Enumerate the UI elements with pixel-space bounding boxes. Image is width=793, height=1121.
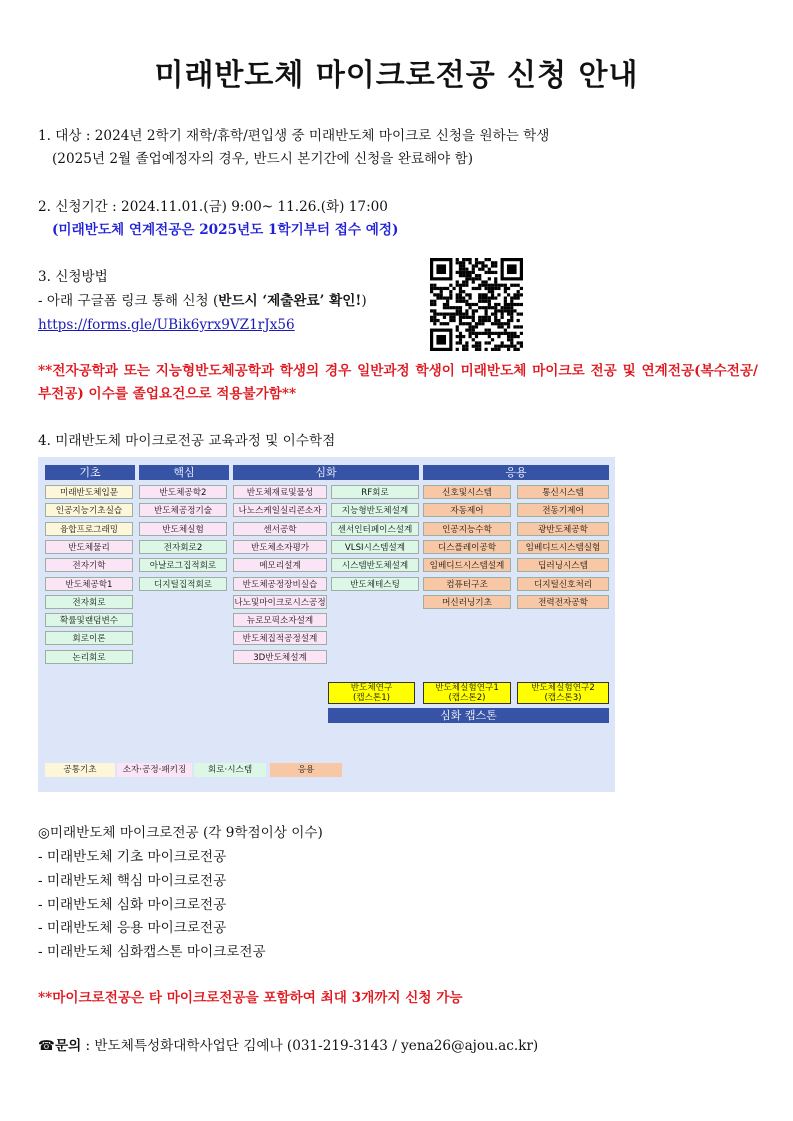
course-cell: 전력전자공학 (517, 595, 609, 609)
header-basic: 기초 (45, 465, 135, 480)
method-heading: 3. 신청방법 (38, 269, 108, 285)
header-core: 핵심 (139, 465, 229, 480)
header-application: 응용 (423, 465, 609, 480)
course-cell: 반도체재료및물성 (233, 485, 327, 499)
target-note: (2025년 2월 졸업예정자의 경우, 반드시 본기간에 신청을 완료해야 함) (52, 151, 474, 167)
method-suffix: ) (361, 293, 367, 309)
target-line: 1. 대상 : 2024년 2학기 재학/휴학/편입생 중 미래반도체 마이크로 신청을 원하는 학생 (38, 128, 550, 144)
course-cell: 디스플레이공학 (423, 540, 511, 554)
contact-line (38, 1034, 538, 1054)
course-cell: 자동제어 (423, 503, 511, 517)
course-cell: 반도체공학2 (139, 485, 227, 499)
qr-code-icon (430, 258, 523, 351)
legend-device-process: 소자·공정·패키징 (117, 763, 192, 777)
course-cell: 전자회로 (45, 595, 133, 609)
course-cell: 센서공학 (233, 522, 327, 536)
warning-note: **전자공학과 또는 지능형반도체공학과 학생의 경우 일반과정 학생이 미래반도체 마이크로 전공 및 연계전공(복수전공/부전공) 이수를 졸업요건으로 적용불가함** (38, 363, 758, 402)
course-cell: 디지털집적회로 (139, 577, 227, 591)
course-cell: 신호및시스템 (423, 485, 511, 499)
requirement-item: - 미래반도체 심화 마이크로전공 (38, 897, 227, 913)
course-cell: 시스템반도체설계 (331, 558, 419, 572)
course-cell: 광반도체공학 (517, 522, 609, 536)
course-cell: 반도체집적공정설계 (233, 631, 327, 645)
course-cell: 메모리설계 (233, 558, 327, 572)
course-cell: 인공지능수학 (423, 522, 511, 536)
method-bold: 반드시 ‘제출완료’ 확인! (218, 293, 362, 309)
contact-label: 문의 (54, 1038, 82, 1054)
course-cell: 3D반도체설계 (233, 650, 327, 664)
course-cell: RF회로 (331, 485, 419, 499)
google-form-link[interactable]: https://forms.gle/UBik6yrx9VZ1rJx56 (38, 317, 295, 333)
course-cell: 반도체소자평가 (233, 540, 327, 554)
requirement-item: - 미래반도체 핵심 마이크로전공 (38, 873, 227, 889)
course-cell: 반도체공학1 (45, 577, 133, 591)
capstone-bar: 심화 캡스톤 (328, 708, 609, 723)
course-cell: 전동기제어 (517, 503, 609, 517)
capstone-2: 반도체실험연구1 (캡스톤2) (423, 682, 511, 704)
course-cell: 머신러닝기초 (423, 595, 511, 609)
legend-circuit-system: 회로·시스템 (194, 763, 266, 777)
legend-common-basic: 공통기초 (45, 763, 115, 777)
page-title: 미래반도체 마이크로전공 신청 안내 (154, 58, 639, 93)
period-line: 2. 신청기간 : 2024.11.01.(금) 9:00~ 11.26.(화) 17:00 (38, 199, 388, 215)
course-cell: 컴퓨터구조 (423, 577, 511, 591)
method-line (38, 292, 367, 310)
course-cell: 나노스케일실리콘소자 (233, 503, 327, 517)
course-cell: 미래반도체입문 (45, 485, 133, 499)
course-cell: 디지털신호처리 (517, 577, 609, 591)
course-cell: 나노및마이크로시스공정 (233, 595, 327, 609)
course-cell: 임베디드시스템설계 (423, 558, 511, 572)
course-cell: 논리회로 (45, 650, 133, 664)
limit-note: **마이크로전공은 타 마이크로전공을 포함하여 최대 3개까지 신청 가능 (38, 990, 463, 1006)
course-cell: 전자회로2 (139, 540, 227, 554)
method-prefix: - 아래 구글폼 링크 통해 신청 ( (38, 293, 219, 309)
requirement-item: - 미래반도체 응용 마이크로전공 (38, 920, 227, 936)
course-cell: 딥러닝시스템 (517, 558, 609, 572)
course-cell: 인공지능기초실습 (45, 503, 133, 517)
requirement-item: - 미래반도체 기초 마이크로전공 (38, 849, 227, 865)
requirement-item: - 미래반도체 심화캡스톤 마이크로전공 (38, 944, 266, 960)
course-cell: 센서인터페이스설계 (331, 522, 419, 536)
capstone-1: 반도체연구 (캡스톤1) (328, 682, 415, 704)
curriculum-table (38, 457, 615, 792)
requirements-heading: ◎미래반도체 마이크로전공 (각 9학점이상 이수) (38, 825, 323, 841)
course-cell: 전자기학 (45, 558, 133, 572)
contact-text: : 반도체특성화대학사업단 김예나 (031-219-3143 / yena26@ajou.ac.kr) (81, 1038, 539, 1054)
course-cell: 통신시스템 (517, 485, 609, 499)
course-cell: 회로이론 (45, 631, 133, 645)
header-advanced: 심화 (233, 465, 419, 480)
course-cell: 반도체공정장비실습 (233, 577, 327, 591)
capstone-3: 반도체실험연구2 (캡스톤3) (517, 682, 609, 704)
course-cell: 융합프로그래밍 (45, 522, 133, 536)
course-cell: 아날로그집적회로 (139, 558, 227, 572)
course-cell: 반도체물리 (45, 540, 133, 554)
course-cell: 임베디드시스템실험 (517, 540, 609, 554)
course-cell: 반도체실험 (139, 522, 227, 536)
course-cell: 뉴로모픽소자설계 (233, 613, 327, 627)
course-cell: 지능형반도체설계 (331, 503, 419, 517)
course-cell: 확률및랜덤변수 (45, 613, 133, 627)
course-cell: 반도체공정기술 (139, 503, 227, 517)
legend-application: 응용 (270, 763, 342, 777)
curriculum-heading: 4. 미래반도체 마이크로전공 교육과정 및 이수학점 (38, 433, 336, 449)
course-cell: VLSI시스템설계 (331, 540, 419, 554)
phone-icon: ☎ (38, 1038, 55, 1054)
course-cell: 반도체테스팅 (331, 577, 419, 591)
linked-major-note: (미래반도체 연계전공은 2025년도 1학기부터 접수 예정) (52, 222, 399, 238)
